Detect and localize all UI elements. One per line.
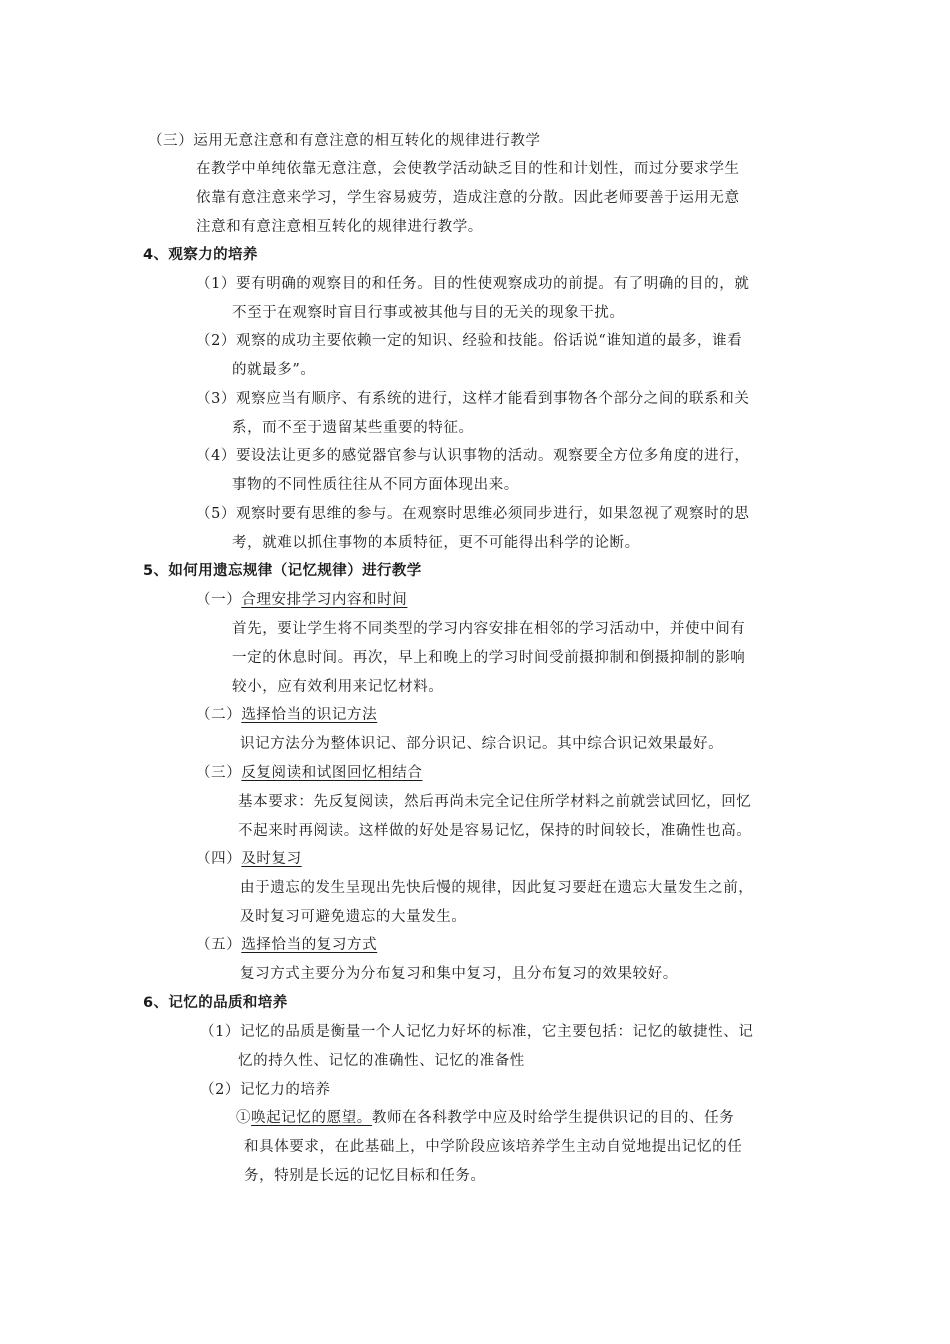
subsection-heading	[196, 935, 377, 955]
list-item	[200, 1080, 331, 1100]
paragraph-line: 基本要求：先反复阅读，然后再尚未完全记住所学材料之前就尝试回忆，回忆	[238, 794, 752, 810]
subsection-title: 合理安排学习内容和时间	[241, 592, 408, 608]
subsection-heading	[196, 590, 407, 610]
list-item	[200, 1022, 753, 1042]
paragraph-line: 识记方法分为整体识记、部分识记、综合识记。其中综合识记效果最好。	[240, 736, 724, 752]
list-item	[196, 504, 749, 524]
item-text: 要有明确的观察目的和任务。目的性使观察成功的前提。有了明确的目的，就	[236, 276, 750, 292]
item-number: （2）	[200, 1082, 241, 1098]
circled-number: ①	[236, 1110, 252, 1126]
subsection-title: 反复阅读和试图回忆相结合	[241, 765, 423, 781]
item-text: 观察的成功主要依赖一定的知识、经验和技能。俗话说“谁知道的最多，谁看	[236, 333, 743, 349]
item-text: 教师在各科教学中应及时给学生提供识记的目的、任务	[371, 1110, 735, 1126]
item-text: 的就最多”。	[232, 362, 316, 378]
subsection-title: 选择恰当的识记方法	[241, 707, 378, 723]
list-item	[236, 1108, 734, 1128]
subsection-heading	[196, 763, 423, 783]
item-text: 忆的持久性、记忆的准确性、记忆的准备性	[238, 1053, 525, 1069]
list-item	[196, 446, 749, 466]
item-text: 记忆的品质是衡量一个人记忆力好坏的标准，它主要包括：记忆的敏捷性、记	[240, 1024, 754, 1040]
paragraph-line: 及时复习可避免遗忘的大量发生。	[240, 909, 467, 925]
subsection-heading	[196, 705, 377, 725]
item-number: （1）	[200, 1024, 241, 1040]
item-number: （2）	[196, 333, 237, 349]
list-item	[196, 331, 742, 351]
paragraph-line: 注意和有意注意相互转化的规律进行教学。	[196, 219, 483, 235]
section-heading: 6、记忆的品质和培养	[143, 995, 288, 1011]
subsection-number: （一）	[196, 592, 242, 608]
subsection-number: （二）	[196, 707, 242, 723]
section-heading: 4、观察力的培养	[143, 247, 258, 263]
subsection-number: （五）	[196, 937, 242, 953]
item-text: 观察应当有顺序、有系统的进行，这样才能看到事物各个部分之间的联系和关	[236, 391, 750, 407]
subsection-title: 及时复习	[241, 851, 302, 867]
section-heading: 5、如何用遗忘规律（记忆规律）进行教学	[143, 563, 422, 579]
item-text: 不至于在观察时盲目行事或被其他与目的无关的现象干扰。	[232, 305, 625, 321]
paragraph-line: 较小，应有效利用来记忆材料。	[232, 679, 444, 695]
subsection-title: 选择恰当的复习方式	[241, 937, 378, 953]
item-text: 和具体要求，在此基础上，中学阶段应该培养学生主动自觉地提出记忆的任	[244, 1139, 743, 1155]
item-title: 唤起记忆的愿望。	[251, 1110, 372, 1126]
item-number: （5）	[196, 506, 237, 522]
item-text: 考，就难以抓住事物的本质特征，更不可能得出科学的论断。	[232, 535, 640, 551]
item-number: （1）	[196, 276, 237, 292]
section-heading: （三）运用无意注意和有意注意的相互转化的规律进行教学	[148, 133, 541, 149]
item-number: （3）	[196, 391, 237, 407]
paragraph-line: 依靠有意注意来学习，学生容易疲劳，造成注意的分散。因此老师要善于运用无意	[196, 190, 740, 206]
item-text: 务，特别是长远的记忆目标和任务。	[244, 1168, 486, 1184]
paragraph-line: 复习方式主要分为分布复习和集中复习，且分布复习的效果较好。	[240, 966, 678, 982]
paragraph-line: 一定的休息时间。再次，早上和晚上的学习时间受前摄抑制和倒摄抑制的影响	[232, 650, 746, 666]
item-text: 事物的不同性质往往从不同方面体现出来。	[232, 477, 519, 493]
paragraph-line: 由于遗忘的发生呈现出先快后慢的规律，因此复习要赶在遗忘大量发生之前，	[240, 880, 754, 896]
paragraph-line: 不起来时再阅读。这样做的好处是容易记忆，保持的时间较长，准确性也高。	[238, 823, 752, 839]
subsection-heading	[196, 849, 302, 869]
subsection-number: （三）	[196, 765, 242, 781]
item-number: （4）	[196, 448, 237, 464]
item-text: 要设法让更多的感觉器官参与认识事物的活动。观察要全方位多角度的进行，	[236, 448, 750, 464]
paragraph-line: 在教学中单纯依靠无意注意，会使教学活动缺乏目的性和计划性，而过分要求学生	[196, 161, 740, 177]
subsection-number: （四）	[196, 851, 242, 867]
list-item	[196, 389, 749, 409]
item-text: 记忆力的培养	[240, 1082, 331, 1098]
paragraph-line: 首先，要让学生将不同类型的学习内容安排在相邻的学习活动中，并使中间有	[232, 621, 746, 637]
list-item	[196, 274, 749, 294]
item-text: 系，而不至于遗留某些重要的特征。	[232, 420, 474, 436]
item-text: 观察时要有思维的参与。在观察时思维必须同步进行，如果忽视了观察时的思	[236, 506, 750, 522]
